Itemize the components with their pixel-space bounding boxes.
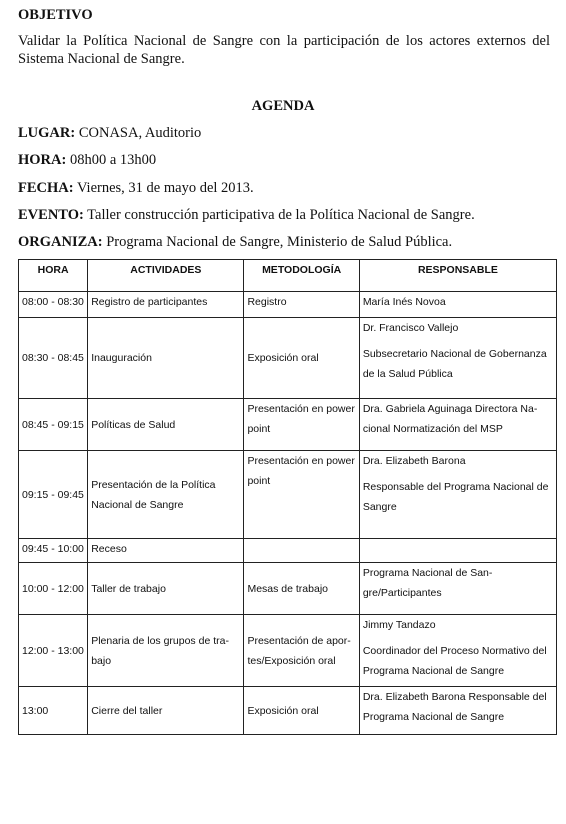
info-value: Programa Nacional de Sangre, Ministerio de Salud Pública. — [102, 234, 453, 250]
cell-actividad-line: Plenaria de los grupos de tra- — [91, 634, 229, 647]
info-label: HORA: — [18, 152, 67, 168]
cell-metodologia — [244, 399, 359, 451]
cell-responsable-line: cional Normatización del MSP — [362, 423, 503, 435]
table-header-row — [19, 260, 557, 292]
cell-actividad-line: Políticas de Salud — [91, 418, 176, 431]
cell-actividad — [88, 687, 244, 735]
cell-responsable — [359, 399, 556, 451]
table-body — [19, 292, 557, 735]
cell-metodologia-line: tes/Exposición oral — [247, 654, 336, 667]
cell-actividad-line: Taller de trabajo — [91, 582, 166, 595]
cell-actividad — [88, 615, 244, 687]
info-label: FECHA: — [18, 180, 74, 196]
info-label: ORGANIZA: — [18, 234, 103, 250]
header-responsable: RESPONSABLE — [359, 260, 556, 292]
info-value: Viernes, 31 de mayo del 2013. — [73, 180, 254, 196]
header-actividades: ACTIVIDADES — [88, 260, 244, 292]
cell-hora: 13:00 — [19, 687, 88, 735]
cell-metodologia — [244, 451, 359, 539]
table-row — [19, 563, 557, 615]
cell-metodologia-line: Mesas de trabajo — [247, 582, 328, 595]
table-row — [19, 451, 557, 539]
cell-responsable-line: Subsecretario Nacional de Gobernanza — [362, 348, 547, 360]
cell-metodologia — [244, 318, 359, 399]
cell-actividad — [88, 318, 244, 399]
cell-responsable — [359, 539, 556, 563]
cell-responsable — [359, 292, 556, 318]
info-fecha — [18, 180, 254, 197]
cell-responsable-line: Dra. Gabriela Aguinaga Directora Na- — [362, 403, 538, 415]
cell-actividad — [88, 563, 244, 615]
cell-metodologia-line: Presentación en power — [247, 455, 355, 467]
cell-responsable-line: Dr. Francisco Vallejo — [362, 322, 459, 334]
cell-metodologia — [244, 563, 359, 615]
info-label: LUGAR: — [18, 125, 76, 141]
info-value: CONASA, Auditorio — [75, 125, 202, 141]
cell-hora: 09:45 - 10:00 — [19, 539, 88, 563]
cell-metodologia — [244, 615, 359, 687]
header-hora: HORA — [19, 260, 88, 292]
cell-metodologia-line: Exposición oral — [247, 352, 319, 364]
info-value: Taller construcción participativa de la Política Nacional de Sangre. — [83, 207, 475, 223]
cell-actividad — [88, 539, 244, 563]
cell-metodologia-line: Exposición oral — [247, 704, 319, 717]
info-lugar — [18, 125, 201, 142]
objetivo-text: Validar la Política Nacional de Sangre con la participación de los actores externos del Sistema Nacional de Sangre. — [18, 33, 550, 67]
cell-hora: 08:30 - 08:45 — [19, 318, 88, 399]
cell-responsable — [359, 687, 556, 735]
cell-responsable-line: Programa Nacional de San- — [362, 567, 493, 579]
info-hora — [18, 152, 156, 169]
cell-responsable-line: Dra. Elizabeth Barona — [362, 455, 466, 467]
cell-responsable-line: María Inés Novoa — [362, 296, 446, 308]
cell-actividad-line: Registro de participantes — [91, 296, 208, 308]
cell-metodologia — [244, 292, 359, 318]
cell-metodologia-line: point — [247, 423, 271, 435]
cell-metodologia-line: Registro — [247, 296, 287, 308]
cell-hora: 09:15 - 09:45 — [19, 451, 88, 539]
cell-hora: 08:00 - 08:30 — [19, 292, 88, 318]
cell-metodologia-line: point — [247, 475, 271, 487]
objetivo-heading: OBJETIVO — [18, 7, 93, 23]
table-row — [19, 687, 557, 735]
cell-responsable-line: gre/Participantes — [362, 587, 442, 599]
cell-responsable-line: Programa Nacional de Sangre — [362, 665, 505, 677]
table-row — [19, 399, 557, 451]
cell-metodologia — [244, 687, 359, 735]
cell-responsable — [359, 563, 556, 615]
cell-actividad-line: Inauguración — [91, 352, 152, 364]
info-organiza — [18, 234, 452, 251]
cell-actividad — [88, 399, 244, 451]
cell-responsable-line: Programa Nacional de Sangre — [362, 711, 505, 723]
cell-responsable-line: Sangre — [362, 501, 397, 513]
cell-actividad-line: Receso — [91, 543, 127, 555]
table-row — [19, 292, 557, 318]
cell-actividad — [88, 451, 244, 539]
table-row — [19, 615, 557, 687]
objetivo-section — [18, 6, 550, 68]
info-evento — [18, 207, 475, 224]
cell-metodologia-line: Presentación de apor- — [247, 634, 351, 647]
cell-responsable — [359, 318, 556, 399]
cell-metodologia — [244, 539, 359, 563]
cell-responsable-line: Responsable del Programa Nacional de — [362, 481, 549, 493]
cell-actividad — [88, 292, 244, 318]
cell-actividad-line: Nacional de Sangre — [91, 498, 184, 511]
cell-responsable-line: Dra. Elizabeth Barona Responsable del — [362, 691, 547, 703]
cell-hora: 12:00 - 13:00 — [19, 615, 88, 687]
table-row — [19, 318, 557, 399]
cell-responsable-line: Jimmy Tandazo — [362, 619, 436, 631]
cell-responsable — [359, 615, 556, 687]
cell-actividad-line: Cierre del taller — [91, 704, 163, 717]
cell-responsable-line: de la Salud Pública — [362, 368, 453, 380]
cell-actividad-line: Presentación de la Política — [91, 478, 216, 491]
cell-responsable-line: Coordinador del Proceso Normativo del — [362, 645, 547, 657]
cell-hora: 08:45 - 09:15 — [19, 399, 88, 451]
table-row — [19, 539, 557, 563]
info-value: 08h00 a 13h00 — [66, 152, 157, 168]
info-label: EVENTO: — [18, 207, 84, 223]
header-metodologia: METODOLOGÍA — [244, 260, 359, 292]
cell-responsable — [359, 451, 556, 539]
cell-actividad-line: bajo — [91, 654, 112, 667]
agenda-table — [18, 259, 557, 735]
cell-hora: 10:00 - 12:00 — [19, 563, 88, 615]
agenda-title: AGENDA — [251, 98, 315, 114]
cell-metodologia-line: Presentación en power — [247, 403, 355, 415]
